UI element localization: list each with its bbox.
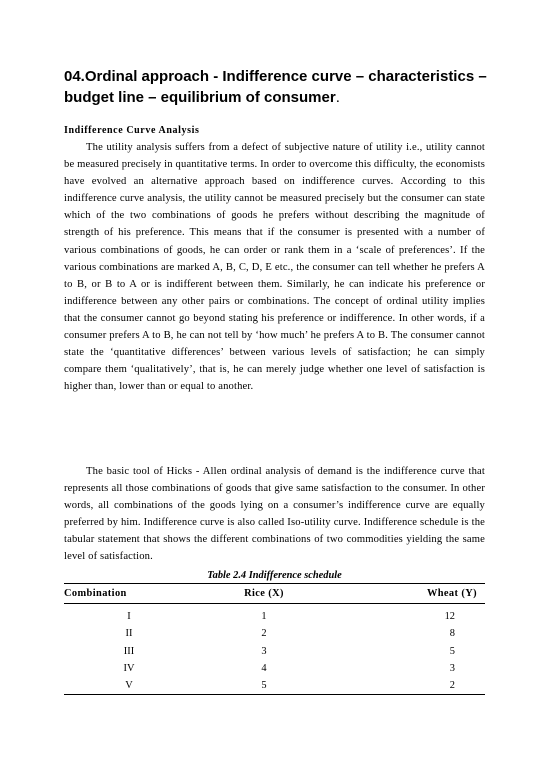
table-row — [64, 625, 485, 642]
cell-rice: 5 — [194, 677, 334, 695]
column-header-wheat: Wheat (Y) — [334, 584, 485, 604]
paragraph-indifference-curve: The basic tool of Hicks - Allen ordinal analysis of demand is the indifference curve that represents all those combinations of goods that give same satisfaction to the consumer. In other words, all combinations of the goods lying on a consumer’s indifference curve are equally preferred by him. Indifference curve is also called Iso-utility curve. Indifference schedule is the tabular statement that shows the different combinations of two commodities yielding the same level of satisfaction. — [64, 466, 485, 563]
title-period: . — [335, 89, 340, 106]
cell-combination: II — [125, 628, 133, 640]
cell-wheat: 8 — [449, 628, 455, 640]
cell-wheat: 5 — [449, 645, 455, 657]
indifference-schedule-table — [64, 583, 485, 695]
cell-rice: 1 — [261, 611, 267, 623]
table-header-row — [64, 584, 485, 604]
cell-combination: III — [123, 645, 135, 657]
cell-wheat: 3 — [449, 663, 455, 675]
column-header-combination: Combination — [64, 584, 194, 604]
cell-combination: I — [127, 611, 131, 623]
table-row — [64, 643, 485, 660]
section-heading: Indifference Curve Analysis — [64, 125, 200, 136]
cell-combination: V — [64, 677, 194, 695]
table-row — [64, 604, 485, 626]
cell-rice: 4 — [261, 663, 267, 675]
cell-rice: 2 — [261, 628, 267, 640]
table-row — [64, 677, 485, 695]
title-text: 04.Ordinal approach - Indifference curve – characteristics – budget line – equilibrium of consumer — [64, 68, 487, 106]
cell-wheat: 2 — [334, 677, 485, 695]
table-row — [64, 660, 485, 677]
cell-rice: 3 — [261, 645, 267, 657]
cell-combination: IV — [123, 663, 135, 675]
paragraph-utility-analysis: The utility analysis suffers from a defect of subjective nature of utility i.e., utility cannot be measured precisely in quantitative terms. In order to overcome this difficulty, the economists have evolved an alternative approach based on indifference curves. According to this indifference curve analysis, the utility cannot be measured precisely but the consumer can state which of the two combinations of goods he prefers without describing the magnitude of strength of his preference. This means that if the consumer is presented with a number of various combinations of goods, he can order or rank them in a ‘scale of preferences’. If the various combinations are marked A, B, C, D, E etc., the consumer can tell whether he prefers A to B, or B to A or is indifferent between them. Similarly, he can indicate his preference or indifference between any other pairs or combinations. The concept of ordinal utility implies that the consumer cannot go beyond stating his preference or indifference. In other words, if a consumer prefers A to B, he can not tell by ‘how much’ he prefers A to B. The consumer cannot state the ‘quantitative differences’ between various levels of satisfaction; he can simply compare them ‘qualitatively’, that is, he can merely judge whether one level of satisfaction is higher than, lower than or equal to another. — [64, 142, 485, 393]
column-header-rice: Rice (X) — [194, 584, 334, 604]
cell-wheat: 12 — [444, 611, 455, 623]
table-caption: Table 2.4 Indifference schedule — [207, 570, 342, 581]
document-title — [64, 66, 494, 108]
